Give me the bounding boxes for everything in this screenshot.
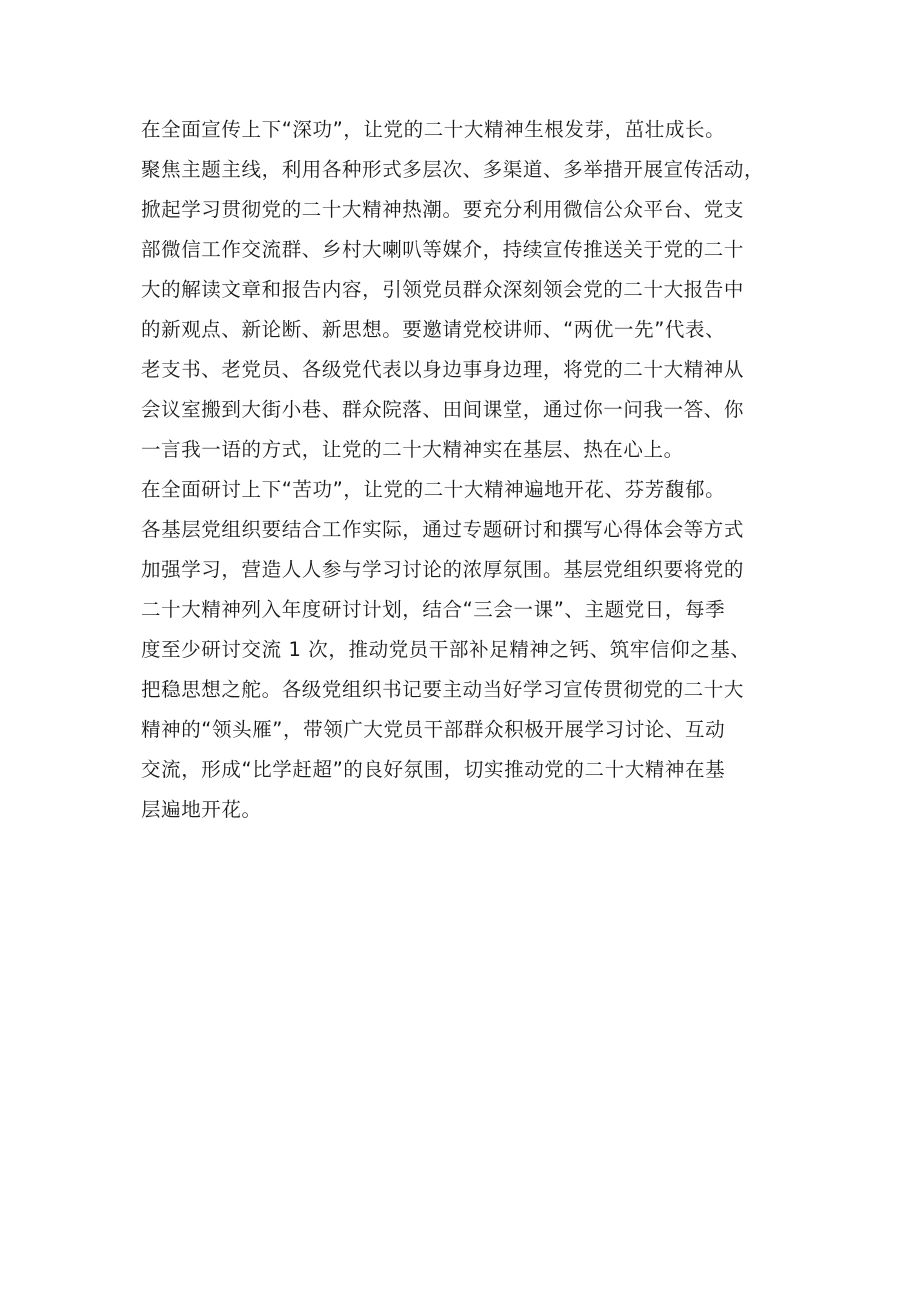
body-text (141, 110, 801, 830)
text-line: 会议室搬到大街小巷、群众院落、田间课堂，通过你一问我一答、你 (141, 398, 745, 421)
text-line: 交流，形成“比学赶超”的良好氛围，切实推动党的二十大精神在基 (141, 758, 726, 781)
text-line: 精神的“领头雁”，带领广大党员干部群众积极开展学习讨论、互动 (141, 718, 726, 741)
text-line: 的新观点、新论断、新思想。要邀请党校讲师、“两优一先”代表、 (141, 318, 726, 341)
text-line: 老支书、老党员、各级党代表以身边事身边理，将党的二十大精神从 (141, 358, 745, 381)
text-line: 把稳思想之舵。各级党组织书记要主动当好学习宣传贯彻党的二十大 (141, 678, 745, 701)
text-line: 加强学习，营造人人参与学习讨论的浓厚氛围。基层党组织要将党的 (141, 558, 745, 581)
text-line: 掀起学习贯彻党的二十大精神热潮。要充分利用微信公众平台、党支 (141, 198, 745, 221)
text-line: 二十大精神列入年度研讨计划，结合“三会一课”、主题党日，每季 (141, 598, 726, 621)
text-line: 在全面研讨上下“苦功”，让党的二十大精神遍地开花、芬芳馥郁。 (141, 478, 726, 501)
text-line: 度至少研讨交流 1 次，推动党员干部补足精神之钙、筑牢信仰之基、 (141, 638, 751, 661)
text-line: 一言我一语的方式，让党的二十大精神实在基层、热在心上。 (141, 438, 684, 461)
text-line: 聚焦主题主线，利用各种形式多层次、多渠道、多举措开展宣传活动， (141, 158, 765, 181)
text-line: 部微信工作交流群、乡村大喇叭等媒介，持续宣传推送关于党的二十 (141, 238, 745, 261)
text-line: 大的解读文章和报告内容，引领党员群众深刻领会党的二十大报告中 (141, 278, 745, 301)
text-line: 在全面宣传上下“深功”，让党的二十大精神生根发芽，茁壮成长。 (141, 118, 726, 141)
text-line: 各基层党组织要结合工作实际，通过专题研讨和撰写心得体会等方式 (141, 518, 745, 541)
text-line: 层遍地开花。 (141, 798, 262, 821)
